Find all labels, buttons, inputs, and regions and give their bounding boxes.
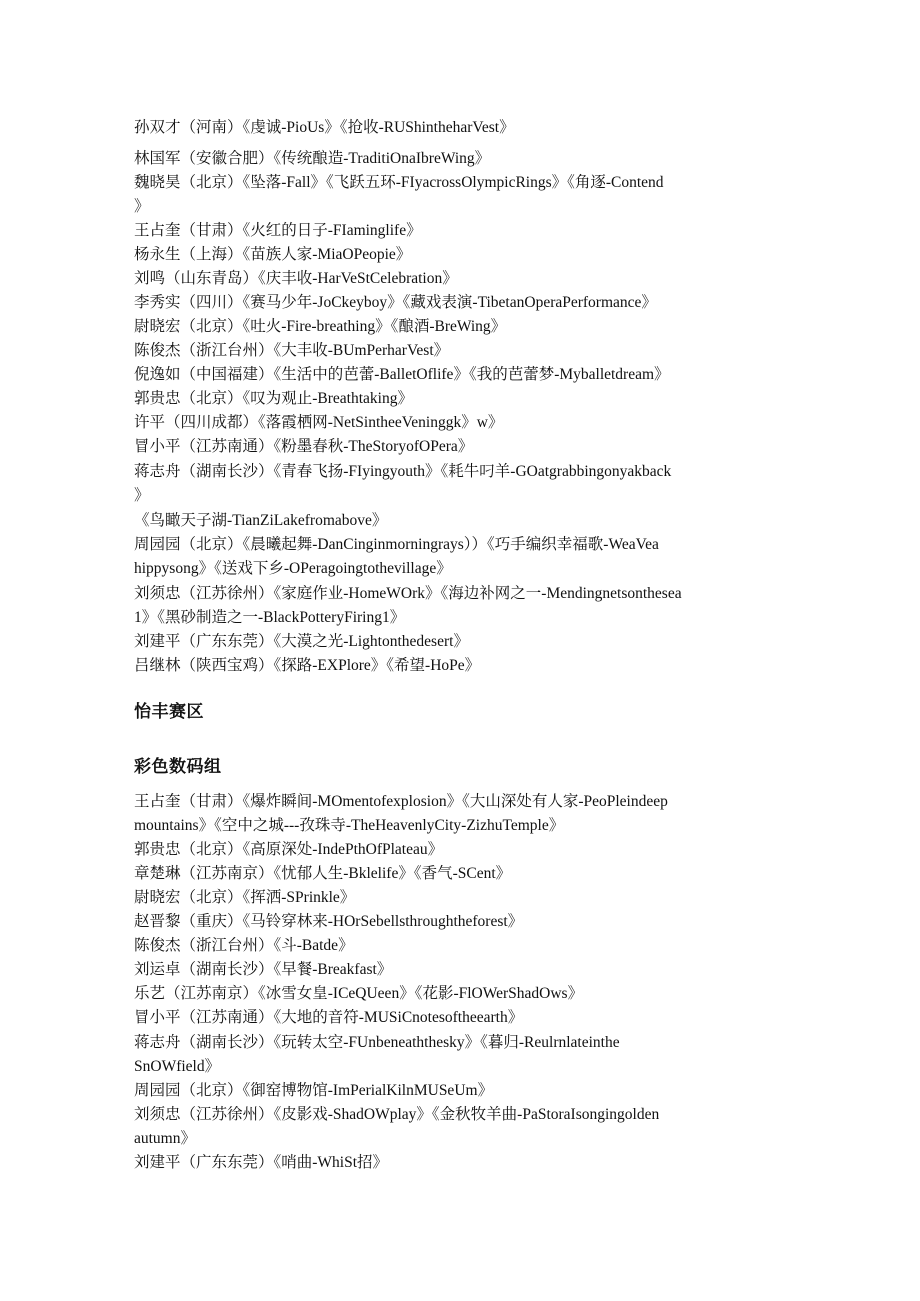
entry-line: 郭贵忠（北京）《高原深处-IndePthOfPlateau》	[134, 841, 444, 858]
entry-line: 郭贵忠（北京）《叹为观止-Breathtaking》	[134, 390, 413, 407]
entry-line: 杨永生（上海）《苗族人家-MiaOPeopie》	[134, 246, 412, 263]
entry-line: 冒小平（江苏南通）《大地的音符-MUSiCnotesoftheearth》	[134, 1009, 524, 1026]
entry-line: 刘鸣（山东青岛）《庆丰收-HarVeStCelebration》	[134, 270, 458, 287]
entry-line: 蒋志舟（湖南长沙）《玩转太空-FUnbeneaththesky》《暮归-Reulrnlateinthe	[134, 1034, 620, 1051]
region-heading: 怡丰赛区	[134, 702, 204, 722]
entry-line: 刘须忠（江苏徐州）《家庭作业-HomeWOrk》《海边补网之一-Mendingnetsonthesea	[134, 585, 682, 602]
entry-line: 1》《黑砂制造之一-BlackPotteryFiring1》	[134, 609, 406, 626]
entry-line: 尉晓宏（北京）《吐火-Fire-breathing》《酿酒-BreWing》	[134, 318, 507, 335]
entry-line: 《鸟瞰天子湖-TianZiLakefromabove》	[134, 512, 388, 529]
entry-line: 》	[134, 487, 150, 504]
entry-line: 冒小平（江苏南通）《粉墨春秋-TheStoryofOPera》	[134, 438, 474, 455]
entry-line: 蒋志舟（湖南长沙）《青春飞扬-FIyingyouth》《耗牛叼羊-GOatgrabbingonyakback	[134, 463, 672, 480]
entry-line: 孙双才（河南）《虔诚-PioUs》《抢收-RUShintheharVest》	[134, 119, 515, 136]
entry-line: 许平（四川成都）《落霞栖网-NetSintheeVeninggk》w》	[134, 414, 504, 431]
entry-line: 李秀实（四川）《赛马少年-JoCkeyboy》《藏戏表演-TibetanOperaPerformance》	[134, 294, 657, 311]
entry-line: 刘建平（广东东莞）《大漠之光-Lightonthedesert》	[134, 633, 469, 650]
entry-line: 魏晓昊（北京）《坠落-Fall》《飞跃五环-FIyacrossOlympicRings》《角逐-Contend	[134, 174, 664, 191]
entry-line: 王占奎（甘肃）《爆炸瞬间-MOmentofexplosion》《大山深处有人家-PeoPleindeep	[134, 793, 668, 810]
entry-line: hippysong》《送戏下乡-OPeragoingtothevillage》	[134, 560, 452, 577]
entry-line: 倪逸如（中国福建）《生活中的芭蕾-BalletOflife》《我的芭蕾梦-Myballetdream》	[134, 366, 670, 383]
entry-line: 乐艺（江苏南京）《冰雪女皇-ICeQUeen》《花影-FlOWerShadOws》	[134, 985, 584, 1002]
entry-line: mountains》《空中之城---孜珠寺-TheHeavenlyCity-ZizhuTemple》	[134, 817, 565, 834]
entry-line: 陈俊杰（浙江台州）《斗-Batde》	[134, 937, 354, 954]
entry-line: 刘运卓（湖南长沙）《早餐-Breakfast》	[134, 961, 393, 978]
entry-line: 章楚琳（江苏南京）《忧郁人生-Bklelife》《香气-SCent》	[134, 865, 512, 882]
entry-line: 林国军（安徽合肥）《传统酿造-TraditiOnaIbreWing》	[134, 150, 491, 167]
entry-line: SnOWfield》	[134, 1058, 221, 1075]
entry-line: autumn》	[134, 1130, 196, 1147]
group-heading: 彩色数码组	[134, 757, 222, 777]
entry-line: 陈俊杰（浙江台州）《大丰收-BUmPerharVest》	[134, 342, 450, 359]
entry-line: 刘建平（广东东莞）《哨曲-WhiSt招》	[134, 1154, 389, 1171]
entry-line: 尉晓宏（北京）《挥洒-SPrinkle》	[134, 889, 356, 906]
entry-line: 赵晋黎（重庆）《马铃穿林来-HOrSebellsthroughtheforest》	[134, 913, 524, 930]
entry-line: 吕继林（陕西宝鸡）《探路-EXPlore》《希望-HoPe》	[134, 657, 481, 674]
entry-line: 周园园（北京）《晨曦起舞-DanCinginmorningrays））《巧手编织幸福歌-WeaVea	[134, 536, 659, 553]
entry-line: 周园园（北京）《御窑博物馆-ImPerialKilnMUSeUm》	[134, 1082, 494, 1099]
entry-line: 刘须忠（江苏徐州）《皮影戏-ShadOWplay》《金秋牧羊曲-PaStoraIsongingolden	[134, 1106, 660, 1123]
entry-line: 王占奎（甘肃）《火红的日子-FIaminglife》	[134, 222, 422, 239]
entry-line: 》	[134, 198, 150, 215]
